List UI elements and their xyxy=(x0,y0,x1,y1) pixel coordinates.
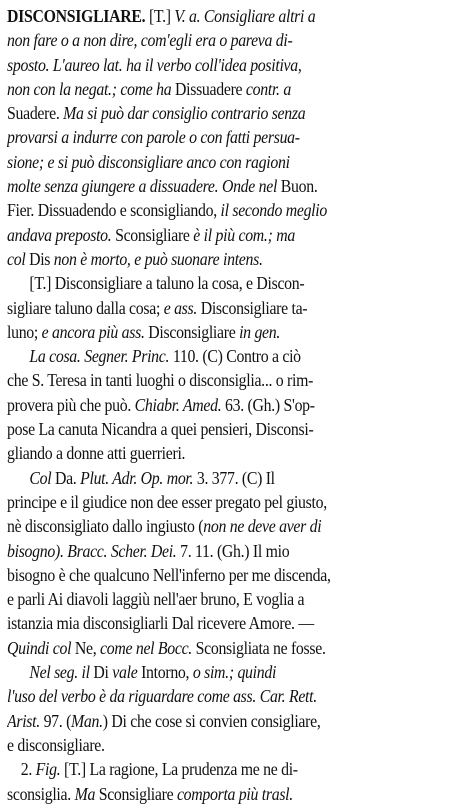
text-segment: Intorno, xyxy=(141,662,193,683)
text-segment: in gen. xyxy=(239,321,281,342)
text-segment: Ne, xyxy=(74,637,101,658)
text-line xyxy=(7,344,474,368)
text-segment: pose La canuta Nicandra a quei pensieri, Disconsi- xyxy=(7,419,314,440)
text-segment: 110. (C) Contro a ciò xyxy=(172,346,301,367)
text-segment: Dissuadere xyxy=(175,78,246,99)
text-segment: 97. ( xyxy=(43,710,72,731)
text-line xyxy=(7,393,467,417)
text-segment: principe e il giudice non dee esser pregato pel giusto, xyxy=(7,491,327,512)
text-segment: sione; e si può disconsigliare anco con ragioni xyxy=(7,151,290,172)
text-segment: bisogno). Bracc. Scher. Dei. xyxy=(7,540,181,561)
text-segment: Sconsigliare xyxy=(115,224,194,245)
text-segment: Suadere. xyxy=(7,103,64,124)
text-line xyxy=(7,611,467,635)
text-segment: sigliare taluno dalla cosa; xyxy=(7,297,164,318)
text-line xyxy=(7,441,467,465)
text-segment: Col xyxy=(29,467,55,488)
text-segment: gliando a donne atti guerrieri. xyxy=(7,443,186,464)
text-segment: Buon. xyxy=(280,176,318,197)
text-segment: e parli Ai diavoli laggiù nell'aer bruno, E voglia a xyxy=(7,589,305,610)
text-segment: [T.] Disconsigliare a taluno la cosa, e Discon- xyxy=(29,273,305,294)
text-segment: Chiabr. Amed. xyxy=(134,394,226,415)
text-line xyxy=(7,417,467,441)
text-segment: Dissuadendo e sconsigliando, xyxy=(37,200,221,221)
text-segment: non è morto, e può suonare intens. xyxy=(53,248,263,269)
text-segment: provera più che può. xyxy=(7,394,135,415)
text-segment: il secondo meglio xyxy=(220,200,327,221)
text-line xyxy=(7,514,467,538)
text-segment: 3. 377. (C) Il xyxy=(196,467,275,488)
text-segment: [T.] La ragione, La prudenza me ne di- xyxy=(64,759,298,780)
text-line xyxy=(7,296,467,320)
text-segment: 7. 11. (Gh.) Il mio xyxy=(180,540,290,561)
text-line xyxy=(7,368,467,392)
text-segment: Quindi col xyxy=(7,637,75,658)
text-segment: Ma xyxy=(74,783,99,804)
text-line xyxy=(7,53,467,77)
text-segment: La cosa. Segner. Princ. xyxy=(29,346,173,367)
text-line xyxy=(7,198,467,222)
text-segment: molte senza giungere a dissuadere. Onde nel xyxy=(7,176,281,197)
text-line xyxy=(7,757,474,781)
text-segment: col xyxy=(7,248,30,269)
text-line xyxy=(7,539,467,563)
text-line xyxy=(7,4,467,28)
text-line xyxy=(7,320,467,344)
text-line xyxy=(7,563,467,587)
text-segment: comporta più trasl. xyxy=(176,783,293,804)
text-line xyxy=(7,174,467,198)
text-segment: Di xyxy=(93,662,113,683)
text-segment: e disconsigliare. xyxy=(7,734,105,755)
text-line xyxy=(7,660,474,684)
text-line xyxy=(7,733,467,757)
text-segment: V. a. Consigliare altri a xyxy=(174,6,316,26)
text-line xyxy=(7,150,467,174)
text-segment: provarsi a indurre con parole o con fatti persua- xyxy=(7,127,300,148)
headword: DISCONSIGLIARE. xyxy=(7,6,146,26)
text-segment: Nel seg. il xyxy=(29,662,94,683)
text-line xyxy=(7,636,467,660)
text-segment: contr. a xyxy=(245,78,291,99)
text-segment: 2. xyxy=(20,759,36,780)
text-line xyxy=(7,490,467,514)
text-segment: Sconsigliare xyxy=(98,783,177,804)
text-segment: l'uso del verbo è da riguardare come ass. Car. Rett. xyxy=(7,686,317,707)
text-line xyxy=(7,101,467,125)
text-line xyxy=(7,77,467,101)
text-segment: non con la negat.; come ha xyxy=(7,78,176,99)
text-line xyxy=(7,466,474,490)
text-segment: 63. (Gh.) S'op- xyxy=(225,394,315,415)
text-segment: vale xyxy=(112,662,142,683)
text-segment: come nel Bocc. xyxy=(100,637,196,658)
text-line xyxy=(7,125,467,149)
text-segment: luno; xyxy=(7,321,42,342)
text-segment: Dis xyxy=(29,248,54,269)
text-segment: ) Di che cose si convien consigliare, xyxy=(102,710,321,731)
text-segment: [T.] xyxy=(145,6,175,26)
text-line xyxy=(7,782,467,806)
text-segment: nè disconsigliato dallo ingiusto ( xyxy=(7,516,204,537)
text-segment: è il più com.; ma xyxy=(193,224,295,245)
text-line xyxy=(7,709,467,733)
text-segment: non ne deve aver di xyxy=(203,516,322,537)
text-segment: o sim.; quindi xyxy=(192,662,277,683)
text-segment: bisogno è che qualcuno Nell'inferno per me discenda, xyxy=(7,564,331,585)
text-line xyxy=(7,223,467,247)
text-segment: Sconsigliata ne fosse. xyxy=(195,637,326,658)
text-line xyxy=(7,684,467,708)
text-line xyxy=(7,28,467,52)
text-segment: Ma si può dar consiglio contrario senza xyxy=(63,103,306,124)
text-segment: sconsiglia. xyxy=(7,783,75,804)
text-segment: e ancora più ass. xyxy=(41,321,149,342)
text-segment: che S. Teresa in tanti luoghi o disconsiglia... o rim- xyxy=(7,370,314,391)
text-segment: andava preposto. xyxy=(7,224,116,245)
text-segment: sposto. L'aureo lat. ha il verbo coll'idea positiva, xyxy=(7,54,302,75)
text-segment: Plut. Adr. Op. mor. xyxy=(80,467,197,488)
text-line xyxy=(7,587,467,611)
text-segment: Disconsigliare xyxy=(148,321,240,342)
text-segment: Da. xyxy=(54,467,81,488)
text-segment: Fier. xyxy=(7,200,38,221)
text-segment: e ass. xyxy=(163,297,201,318)
text-segment: non fare o a non dire, com'egli era o pareva di- xyxy=(7,30,293,51)
text-line xyxy=(7,271,474,295)
text-segment: Fig. xyxy=(35,759,65,780)
text-segment: Arist. xyxy=(7,710,44,731)
text-segment: istanzia mia disconsigliarli Dal ricevere Amore. — xyxy=(7,613,314,634)
text-line xyxy=(7,247,467,271)
text-segment: Man. xyxy=(71,710,103,731)
text-segment: Disconsigliare ta- xyxy=(200,297,308,318)
